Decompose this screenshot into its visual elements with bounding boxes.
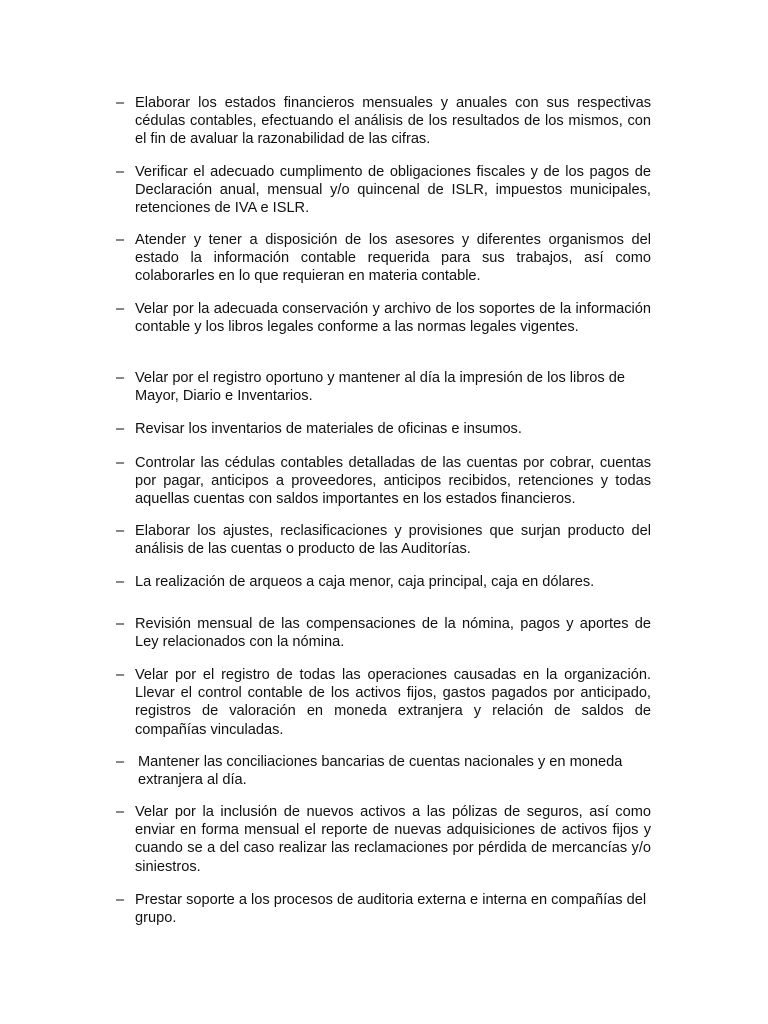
list-item-text: Mantener las conciliaciones bancarias de cuentas nacionales y en moneda extranjera al día. bbox=[138, 754, 623, 789]
list-item-text: Velar por el registro oportuno y mantener al día la impresión de los libros de Mayor, Diario e Inventarios. bbox=[135, 370, 625, 405]
list-item-text: Elaborar los estados financieros mensuales y anuales con sus respectivas cédulas contables, efectuando el análisis de los resultados de los mismos, con el fin de avaluar la razonabilidad de las cifras. bbox=[135, 95, 651, 148]
bullet-dash: – bbox=[116, 370, 125, 386]
list-item-text: Prestar soporte a los procesos de auditoria externa e interna en compañías del grupo. bbox=[135, 892, 647, 927]
bullet-dash: – bbox=[116, 523, 125, 539]
list-item-text: Controlar las cédulas contables detalladas de las cuentas por cobrar, cuentas por pagar, anticipos a proveedores, anticipos recibidos, retenciones y todas aquellas cuentas con saldos importantes en los estados financieros. bbox=[135, 455, 651, 508]
list-item bbox=[116, 163, 651, 218]
list-item bbox=[116, 522, 651, 558]
list-item bbox=[116, 803, 651, 876]
bullet-dash: – bbox=[116, 455, 125, 471]
list-item-text: La realización de arqueos a caja menor, caja principal, caja en dólares. bbox=[135, 574, 595, 590]
list-item bbox=[116, 753, 638, 789]
list-item bbox=[116, 615, 651, 651]
list-item bbox=[116, 300, 651, 336]
bullet-dash: – bbox=[116, 232, 125, 248]
list-item bbox=[116, 231, 651, 286]
list-item-text: Revisión mensual de las compensaciones de la nómina, pagos y aportes de Ley relacionados con la nómina. bbox=[135, 616, 651, 651]
bullet-dash: – bbox=[116, 616, 125, 632]
list-item bbox=[116, 420, 651, 438]
bullet-dash: – bbox=[116, 421, 125, 437]
list-item-text: Revisar los inventarios de materiales de oficinas e insumos. bbox=[135, 421, 522, 437]
bullet-dash: – bbox=[116, 667, 125, 683]
list-item bbox=[116, 94, 651, 149]
bullet-dash: – bbox=[116, 754, 125, 770]
list-item bbox=[116, 369, 651, 405]
bullet-dash: – bbox=[116, 301, 125, 317]
list-item bbox=[116, 891, 664, 927]
list-item-text: Atender y tener a disposición de los asesores y diferentes organismos del estado la información contable requerida para sus trabajos, así como colaborarles en lo que requieran en materia contable. bbox=[135, 232, 651, 285]
list-item bbox=[116, 666, 651, 739]
list-item-text: Verificar el adecuado cumplimento de obligaciones fiscales y de los pagos de Declaración anual, mensual y/o quincenal de ISLR, impuestos municipales, retenciones de IVA e ISLR. bbox=[135, 164, 651, 217]
bullet-dash: – bbox=[116, 95, 125, 111]
bullet-dash: – bbox=[116, 574, 125, 590]
list-item-text: Velar por la inclusión de nuevos activos a las pólizas de seguros, así como enviar en forma mensual el reporte de nuevas adquisiciones de activos fijos y cuando se a del caso realizar las reclamaciones por pérdida de mercancías y/o siniestros. bbox=[135, 804, 651, 875]
list-item-text: Elaborar los ajustes, reclasificaciones y provisiones que surjan producto del análisis de las cuentas o producto de las Auditorías. bbox=[135, 523, 651, 558]
list-item-text: Velar por la adecuada conservación y archivo de los soportes de la información contable y los libros legales conforme a las normas legales vigentes. bbox=[135, 301, 651, 336]
bullet-dash: – bbox=[116, 892, 125, 908]
list-item-text: Velar por el registro de todas las operaciones causadas en la organización. Llevar el control contable de los activos fijos, gastos pagados por anticipado, registros de valoración en moneda extranjera y relación de saldos de compañías vinculadas. bbox=[135, 667, 651, 738]
list-item bbox=[116, 573, 651, 591]
bullet-dash: – bbox=[116, 804, 125, 820]
bullet-dash: – bbox=[116, 164, 125, 180]
list-item bbox=[116, 454, 651, 509]
